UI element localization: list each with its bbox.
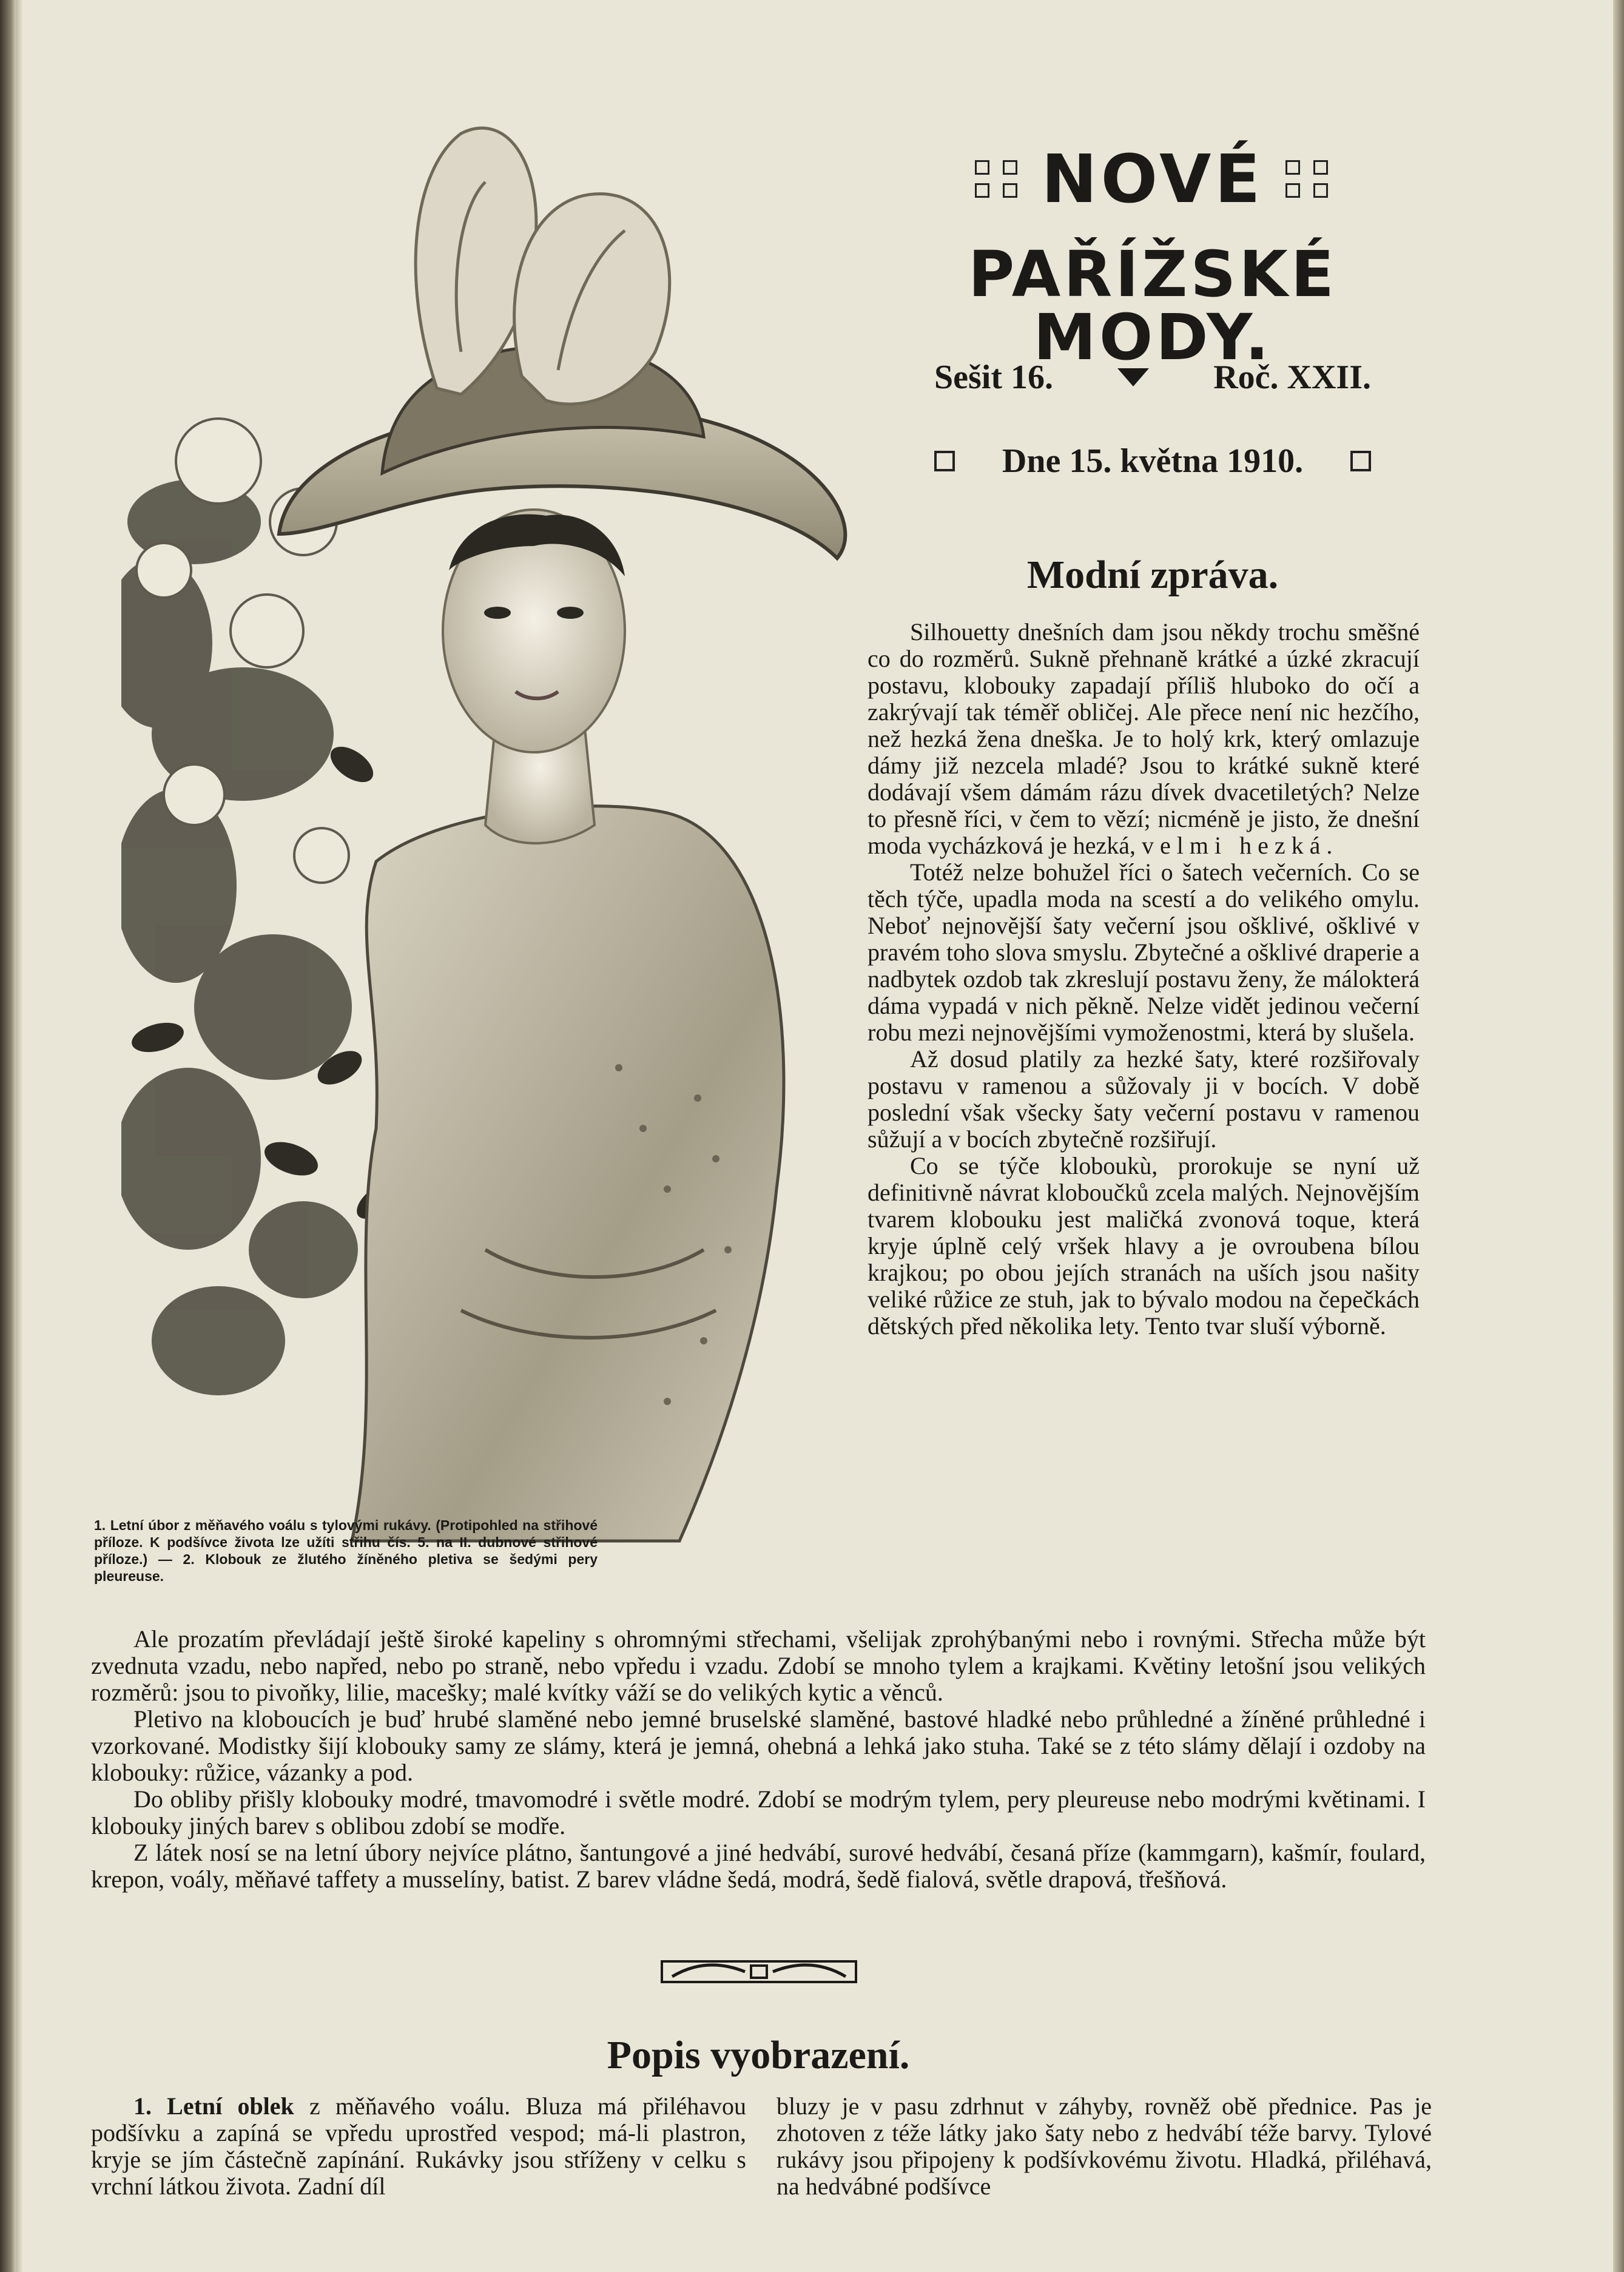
paragraph: Z látek nosí se na letní úbory nejvíce plátno, šantungové a jiné hedvábí, surové hedvábí, česaná příze (kammgarn), kašmír, foulard, krepon, voály, měňavé taffety a musselíny, batist. Z barev vládne šedá, modrá, šedě fialová, světle drapová, třešňová. bbox=[91, 1839, 1426, 1893]
ornament-boxes-right bbox=[1285, 160, 1330, 198]
paragraph: bluzy je v pasu zdrhnut v záhyby, rovněž obě přednice. Pas je zhotoven z téže látky jako šaty nebo z hedvábí téže barvy. Tylové rukávy jsou připojeny k podšívkovému životu. Hladká, přiléhavá, na hedvábné podšívce bbox=[777, 2092, 1432, 2200]
triangle-icon bbox=[1117, 368, 1149, 386]
paragraph: Do obliby přišly klobouky modré, tmavomodré i světle modré. Zdobí se modrým tylem, pery pleureuse nebo modrými květinami. I klobouky jiných barev s oblibou zdobí se modře. bbox=[91, 1785, 1426, 1839]
date-line bbox=[934, 442, 1371, 480]
fashion-illustration bbox=[121, 97, 849, 1589]
paragraph: Silhouetty dnešních dam jsou někdy trochu směšné co do rozměrů. Sukně přehnaně krátké a úzké zkracují postavu, klobouky zapadají příliš hluboko do očí a zakrývají tak téměř obličej. Ale přece není nic hezčího, než hezká žena dneška. Je to holý krk, který omlazuje dámy již nezcela mladé? Jsou to krátké sukně které dodávají všem dámám rázu dívek dvacetiletých? Nelze to přesně říci, v čem to vězí; nicméně je jisto, že dnešní moda vycházková je hezká, velmi hezká. bbox=[868, 618, 1420, 859]
emphasis-spaced: velmi hezká. bbox=[1142, 832, 1339, 859]
issue-date: Dne 15. května 1910. bbox=[1002, 442, 1304, 480]
book-spine-highlight bbox=[16, 0, 23, 2272]
article-column bbox=[868, 619, 1420, 1340]
title-line1: NOVÉ bbox=[1041, 140, 1264, 218]
volume-number: Roč. XXII. bbox=[1213, 359, 1371, 396]
popis-left-column bbox=[91, 2093, 746, 2200]
paragraph: 1. Letní oblek z měňavého voálu. Bluza má přiléhavou podšívku a zapíná se vpředu uprostřed vespod; má-li plastron, kryje se jím částečně zapínání. Rukávky jsou stříženy v celku s vrchní látkou života. Zadní díl bbox=[91, 2092, 746, 2200]
paragraph: Totéž nelze bohužel říci o šatech večerních. Co se těch týče, upadla moda na scestí a do velikého omylu. Neboť nejnovější šaty večerní jsou ošklivé, ošklivé v pravém toho slova smyslu. Zbytečné a ošklivé draperie a nadbytek ozdob tak zkreslují postavu ženy, že málokterá dáma vypadá v nich pěkně. Nelze vidět jedinou večerní robu mezi nejnovějšími vymoženostmi, která by slušela. bbox=[868, 858, 1420, 1046]
masthead bbox=[861, 140, 1444, 374]
paragraph: Pletivo na kloboucích je buď hrubé slaměné nebo jemné bruselské slaměné, bastové hladké nebo průhledné a žíněné průhledné i vzorkované. Modistky šijí klobouky samy ze slámy, která je jemná, ohebná a lehká jako stuha. Také se z této slámy dělají i ozdoby na klobouky: růžice, vázanky a pod. bbox=[91, 1705, 1426, 1786]
issue-line bbox=[934, 358, 1371, 397]
section-heading-popis: Popis vyobrazení. bbox=[607, 2033, 910, 2077]
popis-right-column bbox=[777, 2093, 1432, 2200]
section-heading-modni-zprava: Modní zpráva. bbox=[1026, 553, 1279, 597]
book-spine-shadow bbox=[0, 0, 16, 2272]
page-edge-shadow bbox=[1613, 0, 1624, 2272]
paragraph: Co se týče kloboukù, prorokuje se nyní už definitivně návrat kloboučků zcela malých. Nejnovějším tvarem klobouku jest maličká zvonová toque, která kryje úplně celý vršek hlavy a je ovroubena bílou krajkou; po obou jejích stranách na uších jsou našity veliké růžice ze stuh, jak to bývalo modou na čepečkách dětských před několika lety. Tento tvar sluší výborně. bbox=[868, 1152, 1420, 1340]
figure-caption: 1. Letní úbor z měňavého voálu s tylovými rukávy. (Protipohled na střihové příloze. K podšívce života lze užíti střihu čís. 5. na II. dubnové střihové příloze.) — 2. Klobouk ze žlutého žíněného pletiva se šedými pery pleureuse. bbox=[94, 1517, 598, 1584]
title-line2: PAŘÍŽSKÉ MODY. bbox=[968, 237, 1337, 374]
ornament-boxes-left bbox=[975, 160, 1020, 198]
paragraph: Ale prozatím převládají ještě široké kapeliny s ohromnými střechami, všelijak zprohýbanými nebo i rovnými. Střecha může být zvednuta vzadu, nebo napřed, nebo po straně, nebo vpředu i vzadu. Zdobí se mnoho tylem a krajkami. Květiny letošní jsou velikých rozměrů: jsou to pivoňky, lilie, macešky; malé kvítky váží se do velikých kytic a věnců. bbox=[91, 1625, 1426, 1706]
divider-ornament bbox=[660, 1960, 858, 1984]
plumes bbox=[416, 128, 670, 404]
item-title: 1. Letní oblek bbox=[133, 2092, 294, 2120]
square-ornament-icon bbox=[1350, 451, 1371, 471]
issue-number: Sešit 16. bbox=[934, 359, 1053, 396]
article-full-width bbox=[91, 1626, 1426, 1893]
paragraph: Až dosud platily za hezké šaty, které rozšiřovaly postavu v ramenou a sůžovaly ji v bocích. V době poslední však všecky šaty večerní postavu v ramenou sůžují a v bocích zbytečně rozšiřují. bbox=[868, 1045, 1420, 1153]
dress bbox=[352, 806, 784, 1541]
masthead-line1 bbox=[861, 140, 1444, 218]
square-ornament-icon bbox=[934, 451, 955, 471]
